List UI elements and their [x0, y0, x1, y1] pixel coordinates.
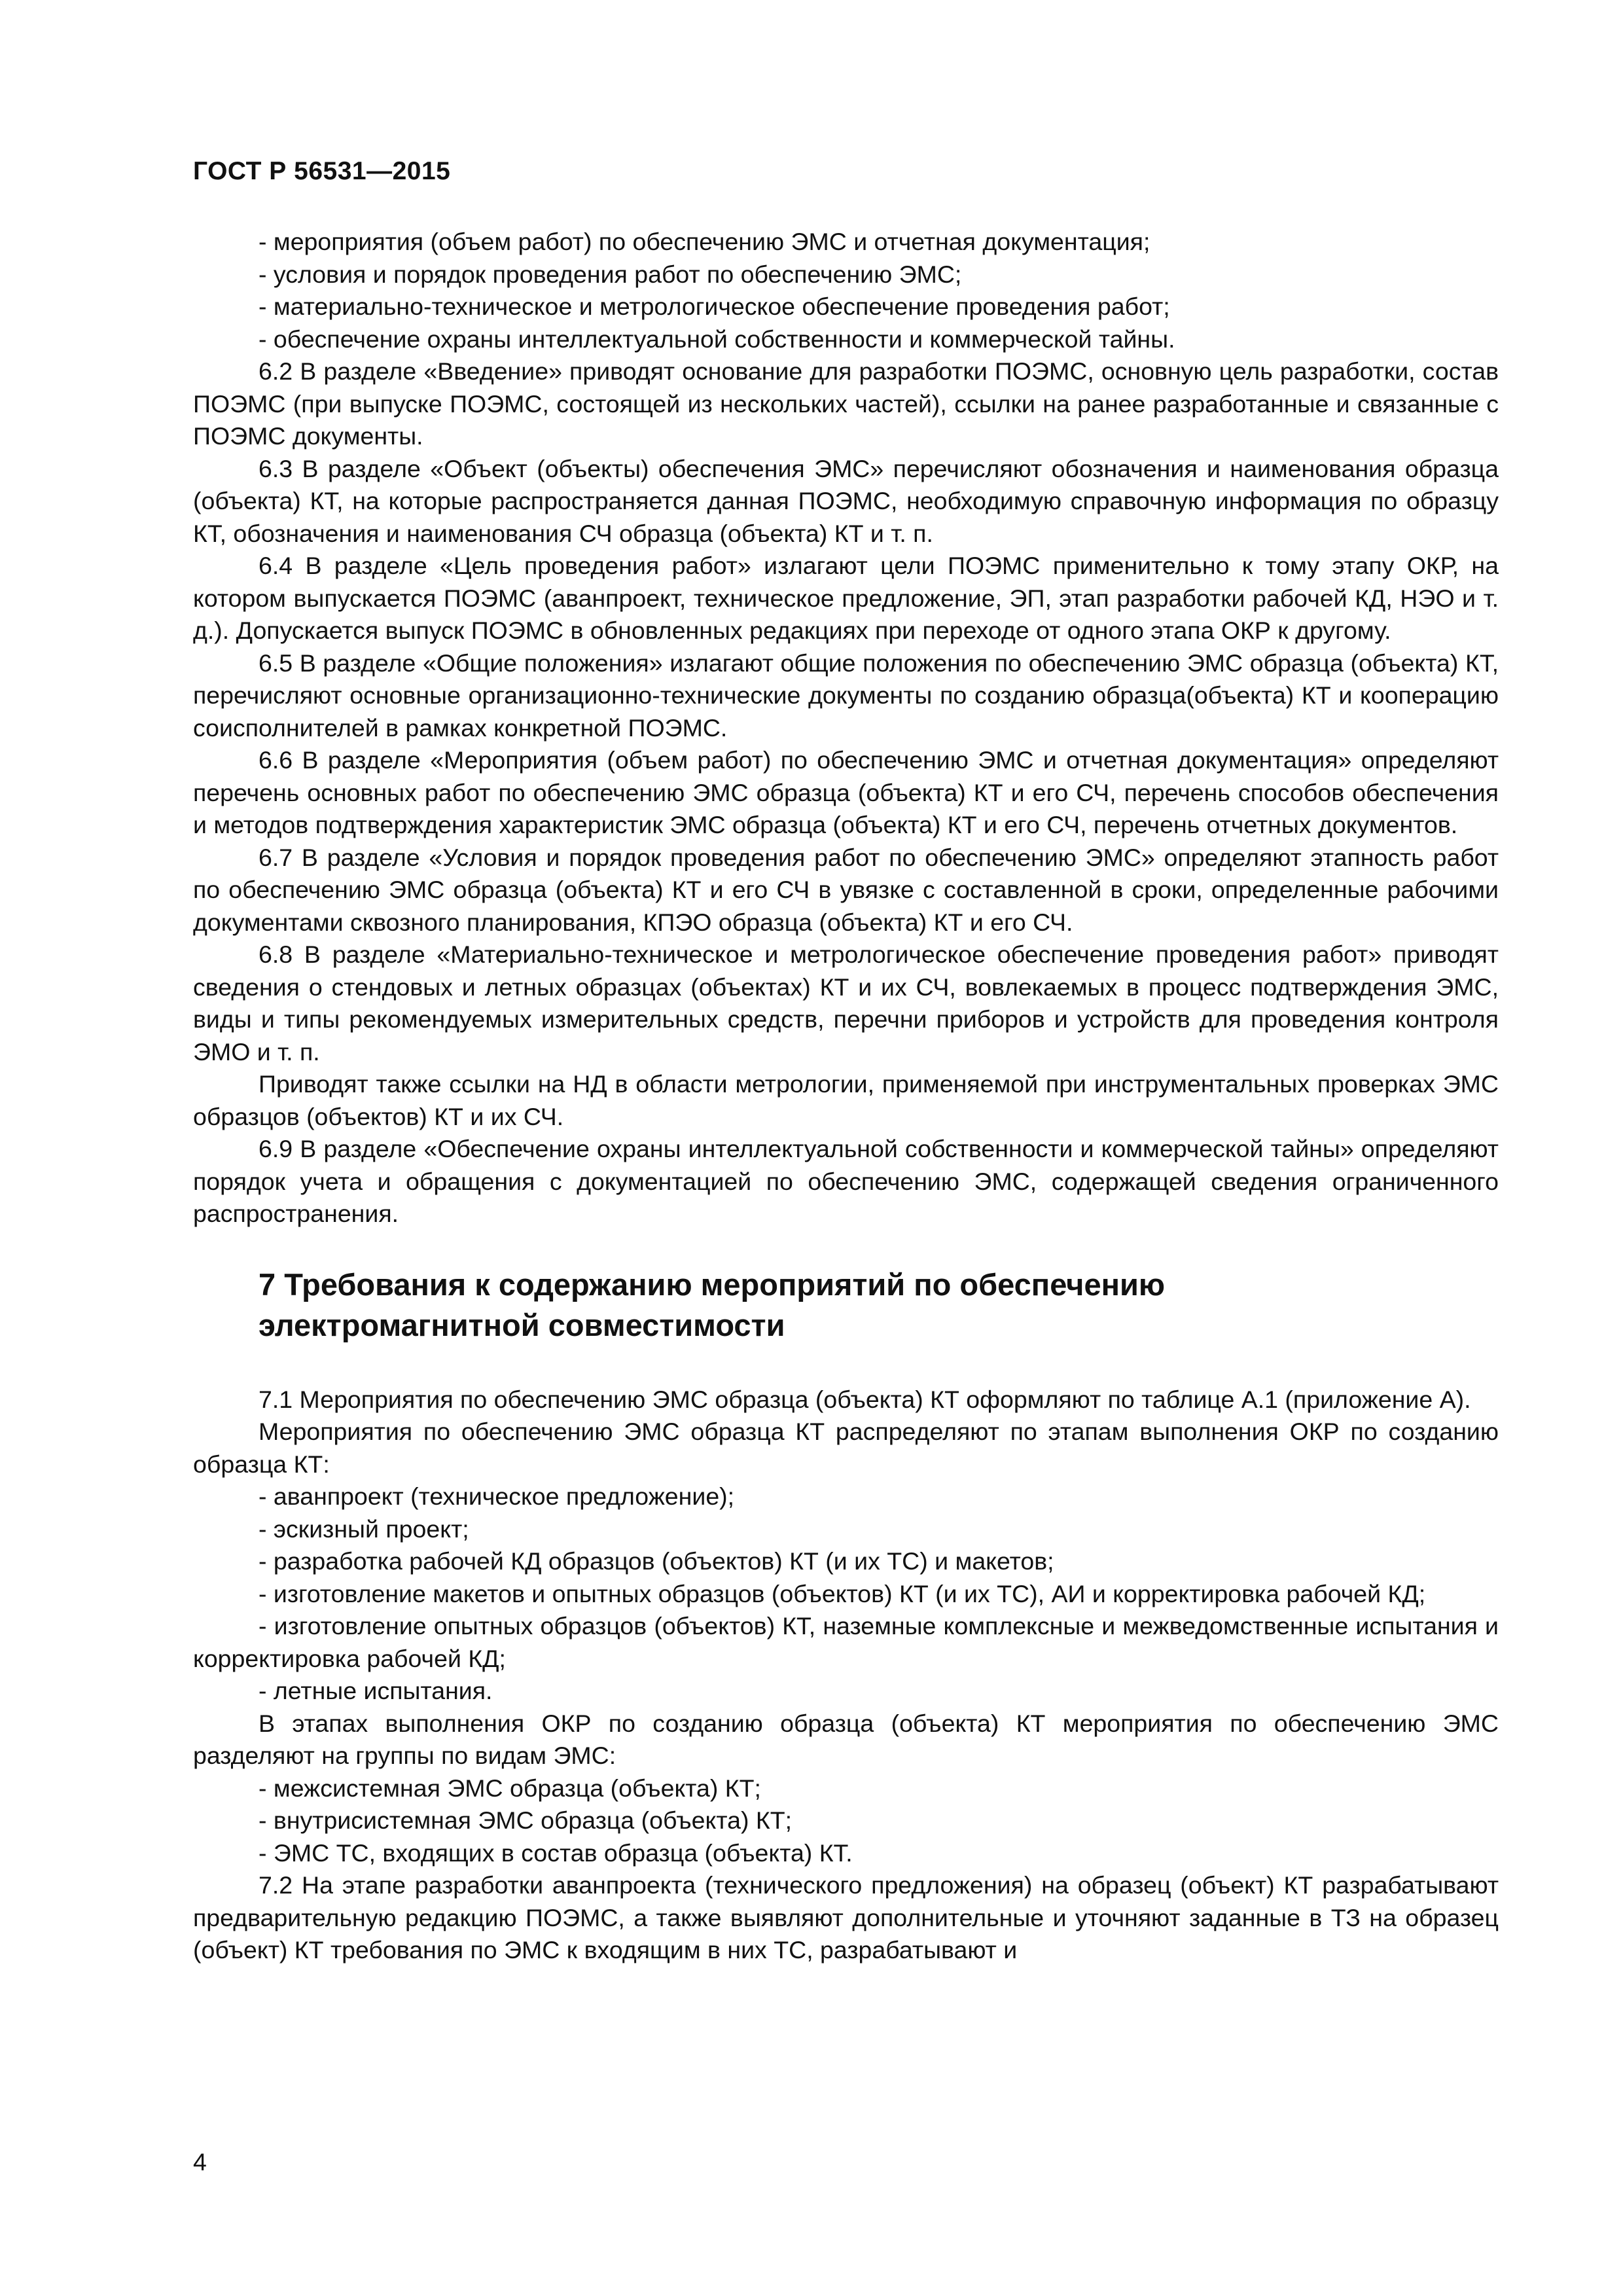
document-header: ГОСТ Р 56531—2015: [193, 157, 451, 185]
paragraph-6-6: 6.6 В разделе «Мероприятия (объем работ) по обеспечению ЭМС и отчетная документация» определяют перечень основных работ по обеспечению ЭМС образца (объекта) КТ и его СЧ, перечень способов обеспечения и методов подтверждения характеристик ЭМС образца (объекта) КТ и его СЧ, перечень отчетных документов.: [193, 746, 1499, 838]
list-item: - разработка рабочей КД образцов (объектов) КТ (и их ТС) и макетов;: [259, 1547, 1054, 1575]
list-item: - эскизный проект;: [259, 1515, 469, 1543]
list-item: - изготовление опытных образцов (объектов) КТ, наземные комплексные и межведомственные испытания и корректировка рабочей КД;: [193, 1612, 1499, 1672]
list-item: - обеспечение охраны интеллектуальной собственности и коммерческой тайны.: [259, 325, 1175, 353]
list-item: - ЭМС ТС, входящих в состав образца (объекта) КТ.: [259, 1839, 853, 1867]
section-7-title-line-2: электромагнитной совместимости: [259, 1307, 785, 1342]
paragraph-groups-intro: В этапах выполнения ОКР по созданию образца (объекта) КТ мероприятия по обеспечению ЭМС разделяют на группы по видам ЭМС:: [193, 1709, 1499, 1769]
paragraph-6-2: 6.2 В разделе «Введение» приводят основание для разработки ПОЭМС, основную цель разработки, состав ПОЭМС (при выпуске ПОЭМС, состоящей из нескольких частей), ссылки на ранее разработанные и связанные с ПОЭМС документы.: [193, 357, 1499, 450]
list-item: - условия и порядок проведения работ по обеспечению ЭМС;: [259, 260, 962, 288]
paragraph-6-9: 6.9 В разделе «Обеспечение охраны интеллектуальной собственности и коммерческой тайны» определяют порядок учета и обращения с документацией по обеспечению ЭМС, содержащей сведения ограниченного распространения.: [193, 1135, 1499, 1227]
list-item: - материально-техническое и метрологическое обеспечение проведения работ;: [259, 293, 1170, 320]
section-7-title: [193, 1265, 1499, 1346]
paragraph-7-2: 7.2 На этапе разработки аванпроекта (технического предложения) на образец (объект) КТ разрабатывают предварительную редакцию ПОЭМС, а также выявляют дополнительные и уточняют заданные в ТЗ на образец (объект) КТ требования по ЭМС к входящим в них ТС, разрабатывают и: [193, 1871, 1499, 1964]
list-item: - летные испытания.: [259, 1677, 493, 1704]
paragraph-6-4: 6.4 В разделе «Цель проведения работ» излагают цели ПОЭМС применительно к тому этапу ОКР, на котором выпускается ПОЭМС (аванпроект, техническое предложение, ЭП, этап разработки рабочей КД, НЭО и т. д.). Допускается выпуск ПОЭМС в обновленных редакциях при переходе от одного этапа ОКР к другому.: [193, 552, 1499, 644]
list-item: - внутрисистемная ЭМС образца (объекта) КТ;: [259, 1806, 793, 1834]
page-number: 4: [193, 2148, 207, 2176]
list-item: - межсистемная ЭМС образца (объекта) КТ;: [259, 1774, 761, 1802]
paragraph-7-1: 7.1 Мероприятия по обеспечению ЭМС образца (объекта) КТ оформляют по таблице А.1 (приложение А).: [259, 1385, 1471, 1413]
paragraph-6-8: 6.8 В разделе «Материально-техническое и метрологическое обеспечение проведения работ» приводят сведения о стендовых и летных образцах (объектах) КТ и их СЧ, вовлекаемых в процесс подтверждения ЭМС, виды и типы рекомендуемых измерительных средств, перечни приборов и устройств для проведения контроля ЭМО и т. п.: [193, 941, 1499, 1066]
list-item: - изготовление макетов и опытных образцов (объектов) КТ (и их ТС), АИ и корректировка рабочей КД;: [259, 1579, 1426, 1607]
list-item: - мероприятия (объем работ) по обеспечению ЭМС и отчетная документация;: [259, 228, 1150, 255]
paragraph-6-8-metrology: Приводят также ссылки на НД в области метрологии, применяемой при инструментальных проверках ЭМС образцов (объектов) КТ и их СЧ.: [193, 1070, 1499, 1130]
paragraph-stages-intro: Мероприятия по обеспечению ЭМС образца КТ распределяют по этапам выполнения ОКР по созданию образца КТ:: [193, 1418, 1499, 1478]
list-item: - аванпроект (техническое предложение);: [259, 1482, 735, 1510]
paragraph-6-3: 6.3 В разделе «Объект (объекты) обеспечения ЭМС» перечисляют обозначения и наименования образца (объекта) КТ, на которые распространяется данная ПОЭМС, необходимую справочную информация по образцу КТ, обозначения и наименования СЧ образца (объекта) КТ и т. п.: [193, 454, 1499, 547]
section-7-title-line-1: 7 Требования к содержанию мероприятий по обеспечению: [259, 1266, 1166, 1302]
paragraph-6-7: 6.7 В разделе «Условия и порядок проведения работ по обеспечению ЭМС» определяют этапность работ по обеспечению ЭМС образца (объекта) КТ и его СЧ в увязке с составленной в сроки, определенные рабочими документами сквозного планирования, КПЭО образца (объекта) КТ и его СЧ.: [193, 843, 1499, 936]
document-body: [193, 226, 1499, 1967]
paragraph-6-5: 6.5 В разделе «Общие положения» излагают общие положения по обеспечению ЭМС образца (объекта) КТ, перечисляют основные организационно-технические документы по созданию образца(объекта) КТ и кооперацию соисполнителей в рамках конкретной ПОЭМС.: [193, 649, 1499, 742]
